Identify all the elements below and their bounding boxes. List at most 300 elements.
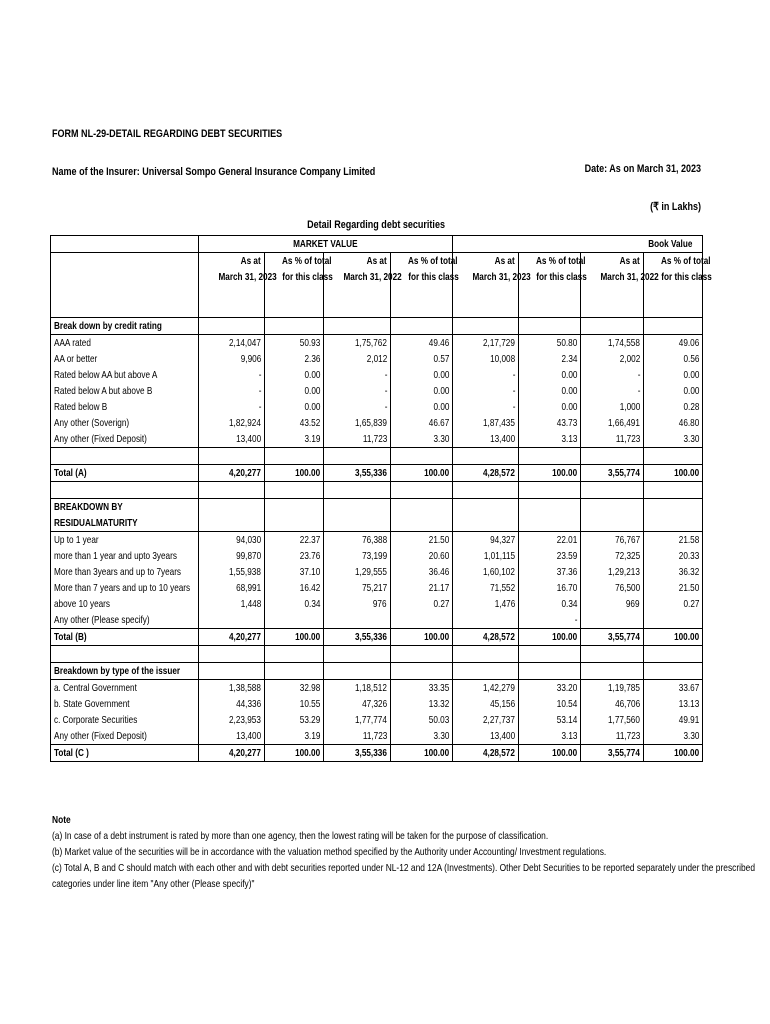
section-title: Breakdown by type of the issuer xyxy=(51,663,199,680)
empty-cell xyxy=(265,301,324,318)
percent-cell: 3.30 xyxy=(391,728,453,745)
percent-cell: 0.00 xyxy=(265,399,324,415)
row-label: AA or better xyxy=(51,351,199,367)
maturity-row xyxy=(51,564,703,580)
column-header: As at xyxy=(324,253,391,270)
row-label: Any other (Fixed Deposit) xyxy=(51,431,199,448)
empty-cell xyxy=(581,499,644,516)
column-header-row xyxy=(51,269,703,285)
amount-cell: 10,008 xyxy=(453,351,519,367)
amount-cell: 94,030 xyxy=(199,532,265,549)
amount-cell: 1,19,785 xyxy=(581,680,644,697)
percent-cell: 3.30 xyxy=(391,431,453,448)
empty-cell xyxy=(199,301,265,318)
percent-cell: 13.32 xyxy=(391,696,453,712)
empty-cell xyxy=(644,285,703,301)
percent-cell: 43.52 xyxy=(265,415,324,431)
empty-cell xyxy=(199,515,265,532)
percent-cell: 0.00 xyxy=(391,399,453,415)
amount-cell: 9,906 xyxy=(199,351,265,367)
percent-cell: 100.00 xyxy=(391,465,453,482)
maturity-row xyxy=(51,548,703,564)
amount-cell: 45,156 xyxy=(453,696,519,712)
amount-cell: 1,60,102 xyxy=(453,564,519,580)
credit-row xyxy=(51,351,703,367)
amount-cell: 4,20,277 xyxy=(199,745,265,762)
note-line: categories under line item "Any other (Please specify)" xyxy=(52,878,255,890)
empty-cell xyxy=(519,499,581,516)
credit-row xyxy=(51,383,703,399)
percent-cell: - xyxy=(519,612,581,629)
amount-cell: - xyxy=(453,367,519,383)
amount-cell: 1,42,279 xyxy=(453,680,519,697)
spacer-row xyxy=(51,285,703,301)
empty-cell xyxy=(644,482,703,499)
empty-cell xyxy=(324,663,391,680)
row-label: b. State Government xyxy=(51,696,199,712)
amount-cell: - xyxy=(324,399,391,415)
column-header: March 31, 2022 xyxy=(581,269,644,285)
percent-cell: 3.19 xyxy=(265,728,324,745)
amount-cell: 1,66,491 xyxy=(581,415,644,431)
note-line: (a) In case of a debt instrument is rated by more than one agency, then the lowest rating will be taken for the purpose of classification. xyxy=(52,830,549,842)
empty-cell xyxy=(391,301,453,318)
amount-cell: 13,400 xyxy=(453,431,519,448)
percent-cell: 0.00 xyxy=(519,383,581,399)
percent-cell: 10.55 xyxy=(265,696,324,712)
percent-cell xyxy=(391,612,453,629)
amount-cell: 76,500 xyxy=(581,580,644,596)
row-label: c. Corporate Securities xyxy=(51,712,199,728)
amount-cell: 11,723 xyxy=(324,728,391,745)
empty-cell xyxy=(51,285,199,301)
amount-cell: 2,012 xyxy=(324,351,391,367)
amount-cell: 1,01,115 xyxy=(453,548,519,564)
percent-cell: 36.46 xyxy=(391,564,453,580)
amount-cell: - xyxy=(453,399,519,415)
amount-cell: 76,388 xyxy=(324,532,391,549)
percent-cell: 46.67 xyxy=(391,415,453,431)
empty-cell xyxy=(581,482,644,499)
amount-cell xyxy=(581,612,644,629)
spacer-row xyxy=(51,646,703,663)
percent-cell: 3.13 xyxy=(519,431,581,448)
percent-cell: 0.56 xyxy=(644,351,703,367)
row-label: Rated below B xyxy=(51,399,199,415)
notes-section xyxy=(52,812,756,892)
empty-cell xyxy=(644,663,703,680)
amount-cell: 1,29,213 xyxy=(581,564,644,580)
percent-cell: 37.36 xyxy=(519,564,581,580)
section-title: Break down by credit rating xyxy=(51,318,199,335)
note-line: (b) Market value of the securities will be in accordance with the valuation method specified by the Authority under Accounting/ Investment regulations. xyxy=(52,846,607,858)
empty-cell xyxy=(519,646,581,663)
percent-cell: 100.00 xyxy=(265,629,324,646)
empty-cell xyxy=(265,448,324,465)
percent-cell: 0.28 xyxy=(644,399,703,415)
percent-cell: 21.58 xyxy=(644,532,703,549)
empty-cell xyxy=(644,499,703,516)
note-line: (c) Total A, B and C should match with each other and with debt securities reported under NL-12 and 12A (Investments). Other Debt Securities to be reported separately under the prescribed xyxy=(52,862,756,874)
percent-cell: 100.00 xyxy=(391,745,453,762)
percent-cell: 100.00 xyxy=(265,745,324,762)
percent-cell: 100.00 xyxy=(391,629,453,646)
empty-cell xyxy=(51,646,199,663)
empty-cell xyxy=(453,482,519,499)
row-label: Total (C ) xyxy=(51,745,199,762)
row-label: Any other (Soverign) xyxy=(51,415,199,431)
amount-cell: 2,17,729 xyxy=(453,335,519,352)
amount-cell: 47,326 xyxy=(324,696,391,712)
percent-cell: 49.46 xyxy=(391,335,453,352)
empty-cell xyxy=(324,515,391,532)
empty-cell xyxy=(581,646,644,663)
empty-cell xyxy=(265,318,324,335)
percent-cell: 16.70 xyxy=(519,580,581,596)
percent-cell: 3.19 xyxy=(265,431,324,448)
amount-cell: - xyxy=(324,367,391,383)
amount-cell: - xyxy=(199,367,265,383)
row-label: More than 3years and up to 7years xyxy=(51,564,199,580)
table-title: Detail Regarding debt securities xyxy=(307,219,445,231)
credit-row xyxy=(51,415,703,431)
book-value-header: Book Value xyxy=(453,236,703,253)
percent-cell: 100.00 xyxy=(519,465,581,482)
empty-cell xyxy=(199,499,265,516)
empty-cell xyxy=(324,301,391,318)
amount-cell: 2,23,953 xyxy=(199,712,265,728)
amount-cell: - xyxy=(581,383,644,399)
issuer-row xyxy=(51,712,703,728)
amount-cell: 1,77,774 xyxy=(324,712,391,728)
percent-cell: 22.37 xyxy=(265,532,324,549)
credit-row xyxy=(51,399,703,415)
total-row xyxy=(51,745,703,762)
percent-cell: 3.13 xyxy=(519,728,581,745)
section-title-row xyxy=(51,318,703,335)
empty-cell xyxy=(519,448,581,465)
amount-cell: 71,552 xyxy=(453,580,519,596)
empty-cell xyxy=(199,646,265,663)
empty-cell xyxy=(265,285,324,301)
row-label: Any other (Please specify) xyxy=(51,612,199,629)
percent-cell: 0.00 xyxy=(265,367,324,383)
amount-cell: 73,199 xyxy=(324,548,391,564)
percent-cell: 50.93 xyxy=(265,335,324,352)
empty-cell xyxy=(644,448,703,465)
row-label: Any other (Fixed Deposit) xyxy=(51,728,199,745)
empty-cell xyxy=(581,663,644,680)
empty-cell xyxy=(391,448,453,465)
row-label: a. Central Government xyxy=(51,680,199,697)
empty-cell xyxy=(453,448,519,465)
maturity-row xyxy=(51,596,703,612)
percent-cell: 0.34 xyxy=(265,596,324,612)
percent-cell: 22.01 xyxy=(519,532,581,549)
percent-cell: 21.50 xyxy=(391,532,453,549)
empty-cell xyxy=(644,515,703,532)
percent-cell: 49.06 xyxy=(644,335,703,352)
amount-cell: 75,217 xyxy=(324,580,391,596)
percent-cell: 13.13 xyxy=(644,696,703,712)
amount-cell xyxy=(324,612,391,629)
spacer-row xyxy=(51,301,703,318)
empty-cell xyxy=(519,318,581,335)
empty-cell xyxy=(391,515,453,532)
empty-cell xyxy=(265,482,324,499)
column-header: March 31, 2022 xyxy=(324,269,391,285)
amount-cell: 2,27,737 xyxy=(453,712,519,728)
empty-cell xyxy=(581,285,644,301)
amount-cell: 44,336 xyxy=(199,696,265,712)
amount-cell xyxy=(199,612,265,629)
row-label: AAA rated xyxy=(51,335,199,352)
percent-cell: 21.17 xyxy=(391,580,453,596)
empty-cell xyxy=(51,269,199,285)
empty-cell xyxy=(644,301,703,318)
percent-cell: 3.30 xyxy=(644,728,703,745)
percent-cell: 36.32 xyxy=(644,564,703,580)
percent-cell: 0.00 xyxy=(644,383,703,399)
market-value-header: MARKET VALUE xyxy=(199,236,453,253)
empty-cell xyxy=(199,318,265,335)
percent-cell: 2.36 xyxy=(265,351,324,367)
empty-cell xyxy=(453,499,519,516)
column-header: March 31, 2023 xyxy=(453,269,519,285)
issuer-row xyxy=(51,728,703,745)
percent-cell: 3.30 xyxy=(644,431,703,448)
empty-cell xyxy=(453,646,519,663)
empty-cell xyxy=(581,448,644,465)
empty-cell xyxy=(519,285,581,301)
credit-row xyxy=(51,431,703,448)
amount-cell: 1,18,512 xyxy=(324,680,391,697)
amount-cell: 68,991 xyxy=(199,580,265,596)
amount-cell: 969 xyxy=(581,596,644,612)
amount-cell: 3,55,774 xyxy=(581,745,644,762)
amount-cell: 1,448 xyxy=(199,596,265,612)
amount-cell: 11,723 xyxy=(324,431,391,448)
percent-cell xyxy=(644,612,703,629)
empty-cell xyxy=(324,482,391,499)
empty-cell xyxy=(199,663,265,680)
percent-cell: 23.59 xyxy=(519,548,581,564)
credit-row xyxy=(51,367,703,383)
amount-cell: 1,87,435 xyxy=(453,415,519,431)
empty-cell xyxy=(391,663,453,680)
amount-cell: 11,723 xyxy=(581,728,644,745)
empty-cell xyxy=(581,301,644,318)
spacer-row xyxy=(51,482,703,499)
empty-cell xyxy=(265,499,324,516)
percent-cell: 2.34 xyxy=(519,351,581,367)
row-label: More than 7 years and up to 10 years xyxy=(51,580,199,596)
amount-cell: 976 xyxy=(324,596,391,612)
row-label: Up to 1 year xyxy=(51,532,199,549)
column-header: for this class xyxy=(644,269,703,285)
percent-cell: 100.00 xyxy=(265,465,324,482)
empty-cell xyxy=(453,515,519,532)
empty-cell xyxy=(265,646,324,663)
percent-cell: 10.54 xyxy=(519,696,581,712)
form-title: FORM NL-29-DETAIL REGARDING DEBT SECURITIES xyxy=(52,128,283,140)
amount-cell: 72,325 xyxy=(581,548,644,564)
section-title-row xyxy=(51,663,703,680)
empty-cell xyxy=(51,448,199,465)
percent-cell: 53.14 xyxy=(519,712,581,728)
percent-cell: 0.00 xyxy=(391,383,453,399)
amount-cell: - xyxy=(324,383,391,399)
empty-cell xyxy=(391,482,453,499)
maturity-row xyxy=(51,580,703,596)
amount-cell xyxy=(453,612,519,629)
amount-cell: 3,55,336 xyxy=(324,745,391,762)
section-title: RESIDUALMATURITY xyxy=(51,515,199,532)
column-header: As at xyxy=(581,253,644,270)
empty-cell xyxy=(391,646,453,663)
amount-cell: 99,870 xyxy=(199,548,265,564)
percent-cell: 33.35 xyxy=(391,680,453,697)
amount-cell: 11,723 xyxy=(581,431,644,448)
amount-cell: 3,55,336 xyxy=(324,629,391,646)
column-header: March 31, 2023 xyxy=(199,269,265,285)
empty-cell xyxy=(644,646,703,663)
empty-cell xyxy=(581,318,644,335)
percent-cell: 37.10 xyxy=(265,564,324,580)
percent-cell: 21.50 xyxy=(644,580,703,596)
row-label: more than 1 year and upto 3years xyxy=(51,548,199,564)
empty-cell xyxy=(644,318,703,335)
issuer-row xyxy=(51,680,703,697)
percent-cell: 100.00 xyxy=(644,745,703,762)
amount-cell: 3,55,336 xyxy=(324,465,391,482)
column-header: for this class xyxy=(265,269,324,285)
spacer-row xyxy=(51,448,703,465)
empty-cell xyxy=(519,663,581,680)
amount-cell: 1,29,555 xyxy=(324,564,391,580)
empty-cell xyxy=(51,482,199,499)
percent-cell: 46.80 xyxy=(644,415,703,431)
column-header: As % of total xyxy=(519,253,581,270)
percent-cell: 0.00 xyxy=(391,367,453,383)
row-label: Rated below A but above B xyxy=(51,383,199,399)
percent-cell: 100.00 xyxy=(644,629,703,646)
empty-cell xyxy=(199,285,265,301)
empty-cell xyxy=(51,236,199,253)
percent-cell: 100.00 xyxy=(519,629,581,646)
percent-cell: 100.00 xyxy=(519,745,581,762)
percent-cell: 49.91 xyxy=(644,712,703,728)
column-header: As at xyxy=(453,253,519,270)
amount-cell: 4,28,572 xyxy=(453,745,519,762)
percent-cell: 0.27 xyxy=(644,596,703,612)
percent-cell: 23.76 xyxy=(265,548,324,564)
percent-cell xyxy=(265,612,324,629)
report-date: Date: As on March 31, 2023 xyxy=(584,163,701,175)
empty-cell xyxy=(324,318,391,335)
issuer-row xyxy=(51,696,703,712)
empty-cell xyxy=(453,301,519,318)
amount-cell: 3,55,774 xyxy=(581,465,644,482)
percent-cell: 50.80 xyxy=(519,335,581,352)
empty-cell xyxy=(453,285,519,301)
empty-cell xyxy=(265,515,324,532)
column-header: As % of total xyxy=(265,253,324,270)
amount-cell: 1,38,588 xyxy=(199,680,265,697)
amount-cell: 2,14,047 xyxy=(199,335,265,352)
row-label: Total (A) xyxy=(51,465,199,482)
percent-cell: 0.00 xyxy=(265,383,324,399)
amount-cell: 1,65,839 xyxy=(324,415,391,431)
empty-cell xyxy=(453,318,519,335)
maturity-row xyxy=(51,532,703,549)
column-header-row xyxy=(51,253,703,270)
percent-cell: 0.57 xyxy=(391,351,453,367)
empty-cell xyxy=(324,285,391,301)
amount-cell: 1,55,938 xyxy=(199,564,265,580)
empty-cell xyxy=(51,253,199,270)
section-title-row xyxy=(51,515,703,532)
empty-cell xyxy=(199,448,265,465)
empty-cell xyxy=(324,499,391,516)
column-header: As at xyxy=(199,253,265,270)
row-label: Rated below AA but above A xyxy=(51,367,199,383)
amount-cell: 46,706 xyxy=(581,696,644,712)
currency-unit: (₹ in Lakhs) xyxy=(650,201,701,213)
amount-cell: 1,82,924 xyxy=(199,415,265,431)
amount-cell: 1,77,560 xyxy=(581,712,644,728)
empty-cell xyxy=(265,663,324,680)
amount-cell: 4,20,277 xyxy=(199,629,265,646)
empty-cell xyxy=(391,285,453,301)
amount-cell: 2,002 xyxy=(581,351,644,367)
percent-cell: 0.34 xyxy=(519,596,581,612)
amount-cell: 1,000 xyxy=(581,399,644,415)
percent-cell: 0.00 xyxy=(519,367,581,383)
amount-cell: 3,55,774 xyxy=(581,629,644,646)
amount-cell: 13,400 xyxy=(199,431,265,448)
amount-cell: 1,75,762 xyxy=(324,335,391,352)
amount-cell: 13,400 xyxy=(199,728,265,745)
percent-cell: 16.42 xyxy=(265,580,324,596)
empty-cell xyxy=(519,482,581,499)
amount-cell: 13,400 xyxy=(453,728,519,745)
total-row xyxy=(51,629,703,646)
group-header-row xyxy=(51,236,703,253)
percent-cell: 20.33 xyxy=(644,548,703,564)
percent-cell: 33.20 xyxy=(519,680,581,697)
empty-cell xyxy=(519,515,581,532)
empty-cell xyxy=(324,448,391,465)
empty-cell xyxy=(581,515,644,532)
percent-cell: 100.00 xyxy=(644,465,703,482)
amount-cell: 1,74,558 xyxy=(581,335,644,352)
amount-cell: - xyxy=(453,383,519,399)
amount-cell: - xyxy=(581,367,644,383)
maturity-row xyxy=(51,612,703,629)
empty-cell xyxy=(391,318,453,335)
section-title: BREAKDOWN BY xyxy=(51,499,199,516)
credit-row xyxy=(51,335,703,352)
amount-cell: 4,28,572 xyxy=(453,629,519,646)
insurer-name: Name of the Insurer: Universal Sompo General Insurance Company Limited xyxy=(52,166,376,178)
notes-title: Note xyxy=(52,814,71,826)
percent-cell: 43.73 xyxy=(519,415,581,431)
amount-cell: 4,20,277 xyxy=(199,465,265,482)
amount-cell: 4,28,572 xyxy=(453,465,519,482)
column-header: for this class xyxy=(391,269,453,285)
row-label: above 10 years xyxy=(51,596,199,612)
